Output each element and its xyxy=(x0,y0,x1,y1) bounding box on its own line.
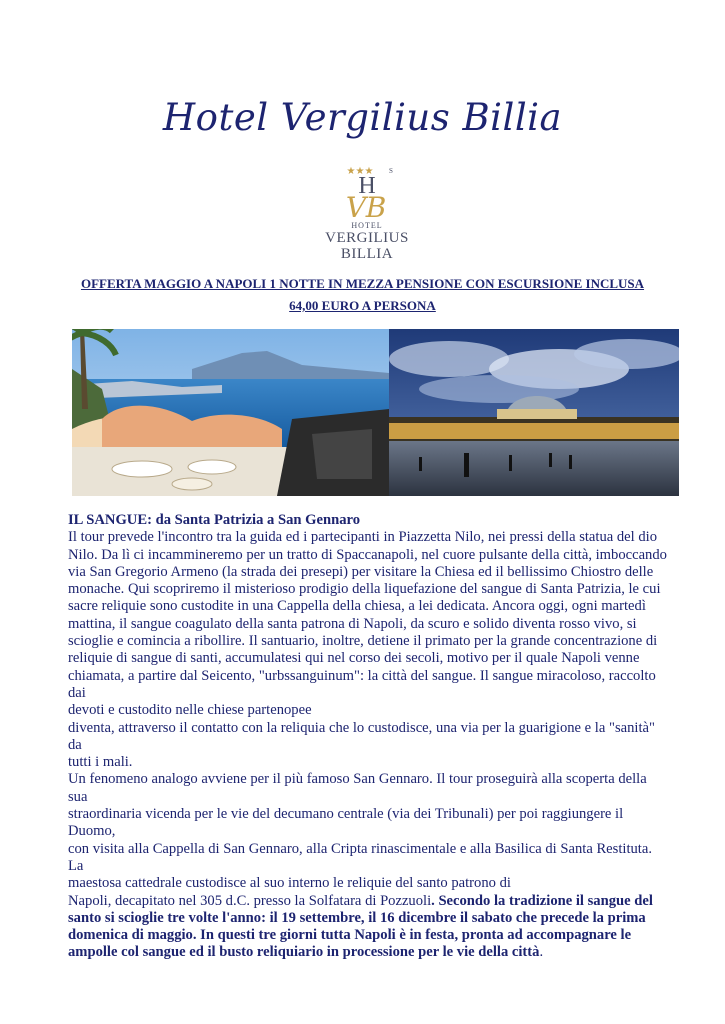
logo-star-suffix: S xyxy=(389,167,393,175)
article-line xyxy=(68,893,668,910)
hotel-logo xyxy=(312,163,422,263)
logo-monogram-h: H xyxy=(358,173,376,199)
article-line: diventa, attraverso il contatto con la reliquia che lo custodisce, una via per la guarigione e la "sanità" da xyxy=(68,719,655,753)
article-line: Il tour prevede l'incontro tra la guida ed i partecipanti in Piazzetta Nilo, nei pressi della statua del dio xyxy=(68,529,658,546)
article-text-bold: ampolle col sangue ed il busto reliquiario in processione per le vie della città xyxy=(68,944,540,961)
article-line: straordinaria vicenda per le vie del decumano centrale (via dei Tribunali) per poi raggiungere il Duomo, xyxy=(68,806,624,840)
article-line: maestosa cattedrale custodisce al suo interno le reliquie del santo patrono di xyxy=(68,875,511,892)
article-line: reliquie di sangue di santi, accumulatesi qui nel corso dei secoli, motivo per il quale Napoli venne xyxy=(68,650,640,667)
article-line: con visita alla Cappella di San Gennaro, alla Cripta rinascimentale e alla Basilica di Santa Restituta. La xyxy=(68,840,652,874)
article-text-bold: domenica di maggio. In questi tre giorni tutta Napoli è in festa, pronta ad accompagnare le xyxy=(68,927,632,944)
article-line: monache. Qui scopriremo il misterioso prodigio della liquefazione del sangue di Santa Patrizia, le cui xyxy=(68,581,661,598)
logo-hotel-label: HOTEL xyxy=(351,221,383,230)
monogram-graphic xyxy=(312,163,422,221)
article-line xyxy=(68,910,668,927)
logo-monogram-b: B xyxy=(365,191,387,221)
article-line: Un fenomeno analogo avviene per il più famoso San Gennaro. Il tour proseguirà alla scoperta della sua xyxy=(68,771,647,805)
article-line: scioglie e comincia a ribollire. Il santuario, inoltre, detiene il primato per la grande concentrazione di xyxy=(68,633,658,650)
article-line: Nilo. Da lì ci incammineremo per un tratto di Spaccanapoli, nel cuore pulsante della città, imboccando xyxy=(68,546,667,563)
article-heading: IL SANGUE: da Santa Patrizia a San Gennaro xyxy=(68,512,361,528)
piazza-plebiscito-photo xyxy=(389,329,679,496)
article-line: tutti i mali. xyxy=(68,754,133,771)
article-line: chiamata, a partire dal Seicento, "urbssanguinum": la città del sangue. Il sangue miracoloso, raccolto dai xyxy=(68,667,656,701)
offer-price: 64,00 EURO A PERSONA xyxy=(289,298,436,313)
logo-monogram-v: V xyxy=(345,191,367,221)
article-line xyxy=(68,944,668,961)
hotel-title: Hotel Vergilius Billia xyxy=(162,96,563,139)
logo-name-line2: BILLIA xyxy=(340,246,394,262)
logo-name-line1: VERGILIUS xyxy=(325,230,409,246)
article xyxy=(68,512,668,962)
article-text-bold: . Secondo la tradizione il sangue del xyxy=(431,892,653,909)
article-line: mattina, il sangue coagulato della santa patrona di Napoli, da scuro e solido diventa rosso vivo, si xyxy=(68,615,637,632)
article-final-period: . xyxy=(539,944,544,961)
article-line: via San Gregorio Armeno (la strada dei presepi) per visitare la Chiesa ed il bellissimo Chiostro delle xyxy=(68,563,654,580)
article-text-normal: Napoli, decapitato nel 305 d.C. presso la Solfatara di Pozzuoli xyxy=(68,892,432,909)
article-line xyxy=(68,927,668,944)
bay-of-naples-photo xyxy=(72,329,389,496)
article-line: sacre reliquie sono custodite in una Cappella della chiesa, a lei dedicata. Ancora oggi, ogni martedì xyxy=(68,598,646,615)
offer-headline: OFFERTA MAGGIO A NAPOLI 1 NOTTE IN MEZZA PENSIONE CON ESCURSIONE INCLUSA xyxy=(80,276,645,291)
article-text-bold: santo si scioglie tre volte l'anno: il 19 settembre, il 16 dicembre il sabato che precede la prima xyxy=(68,909,646,926)
article-body xyxy=(68,529,668,892)
article-line: devoti e custodito nelle chiese partenopee xyxy=(68,702,312,719)
logo-stars: ★★★ xyxy=(346,166,374,177)
